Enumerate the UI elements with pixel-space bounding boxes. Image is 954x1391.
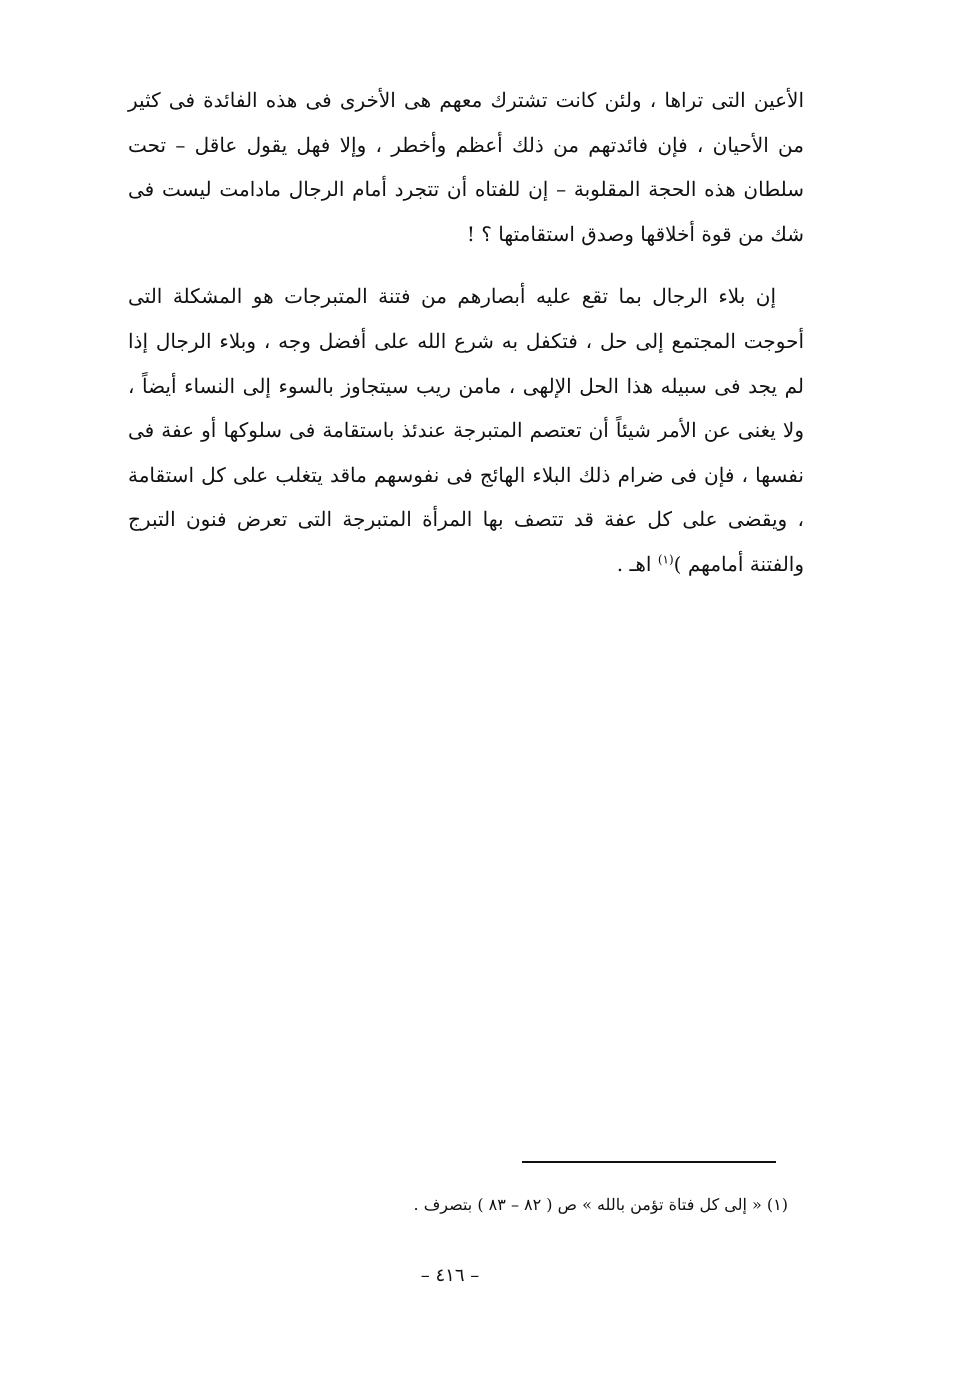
paragraph-1 — [128, 78, 804, 256]
page-number: – ٤١٦ – — [420, 1265, 480, 1286]
paragraph-2-text: إن بلاء الرجال بما تقع عليه أبصارهم من فتنة المتبرجات هو المشكلة التى أحوجت المجتمع إلى حل ، فتكفل به شرع الله على أفضل وجه ، وبلاء الرجال إذا لم يجد فى سبيله هذا الحل الإلهى ، مامن ريب سيتجاوز بالسوء إلى النساء أيضاً ، ولا يغنى عن الأمر شيئاً أن تعتصم المتبرجة عندئذ باستقامة فى سلوكها أو عفة فى نفسها ، فإن فى ضرام ذلك البلاء الهائج فى نفوسهم ماقد يتغلب على كل استقامة ، ويقضى على كل عفة قد تتصف بها المرأة المتبرجة التى تعرض فنون التبرج والفتنة أمامهم ) — [128, 284, 804, 576]
paragraph-1-text: الأعين التى تراها ، ولئن كانت تشترك معهم هى الأخرى فى هذه الفائدة فى كثير من الأحيان ، فإن فائدتهم من ذلك أعظم وأخطر ، وإلا فهل يقول عاقل – تحت سلطان هذه الحجة المقلوبة – إن للفتاه أن تتجرد أمام الرجال مادامت ليست فى شك من قوة أخلاقها وصدق استقامتها ؟ ! — [128, 88, 804, 246]
footnote-divider — [522, 1161, 776, 1163]
footnote-reference: (١) — [657, 552, 674, 567]
paragraph-2 — [128, 274, 804, 586]
footnote-text: (١) « إلى كل فتاة تؤمن بالله » ص ( ٨٢ – ٨٣ ) بتصرف . — [413, 1195, 788, 1214]
paragraph-2-tail: اهـ . — [616, 551, 658, 576]
paragraph-spacer — [128, 256, 804, 274]
main-text-block — [128, 78, 804, 587]
footnote — [300, 1193, 788, 1217]
